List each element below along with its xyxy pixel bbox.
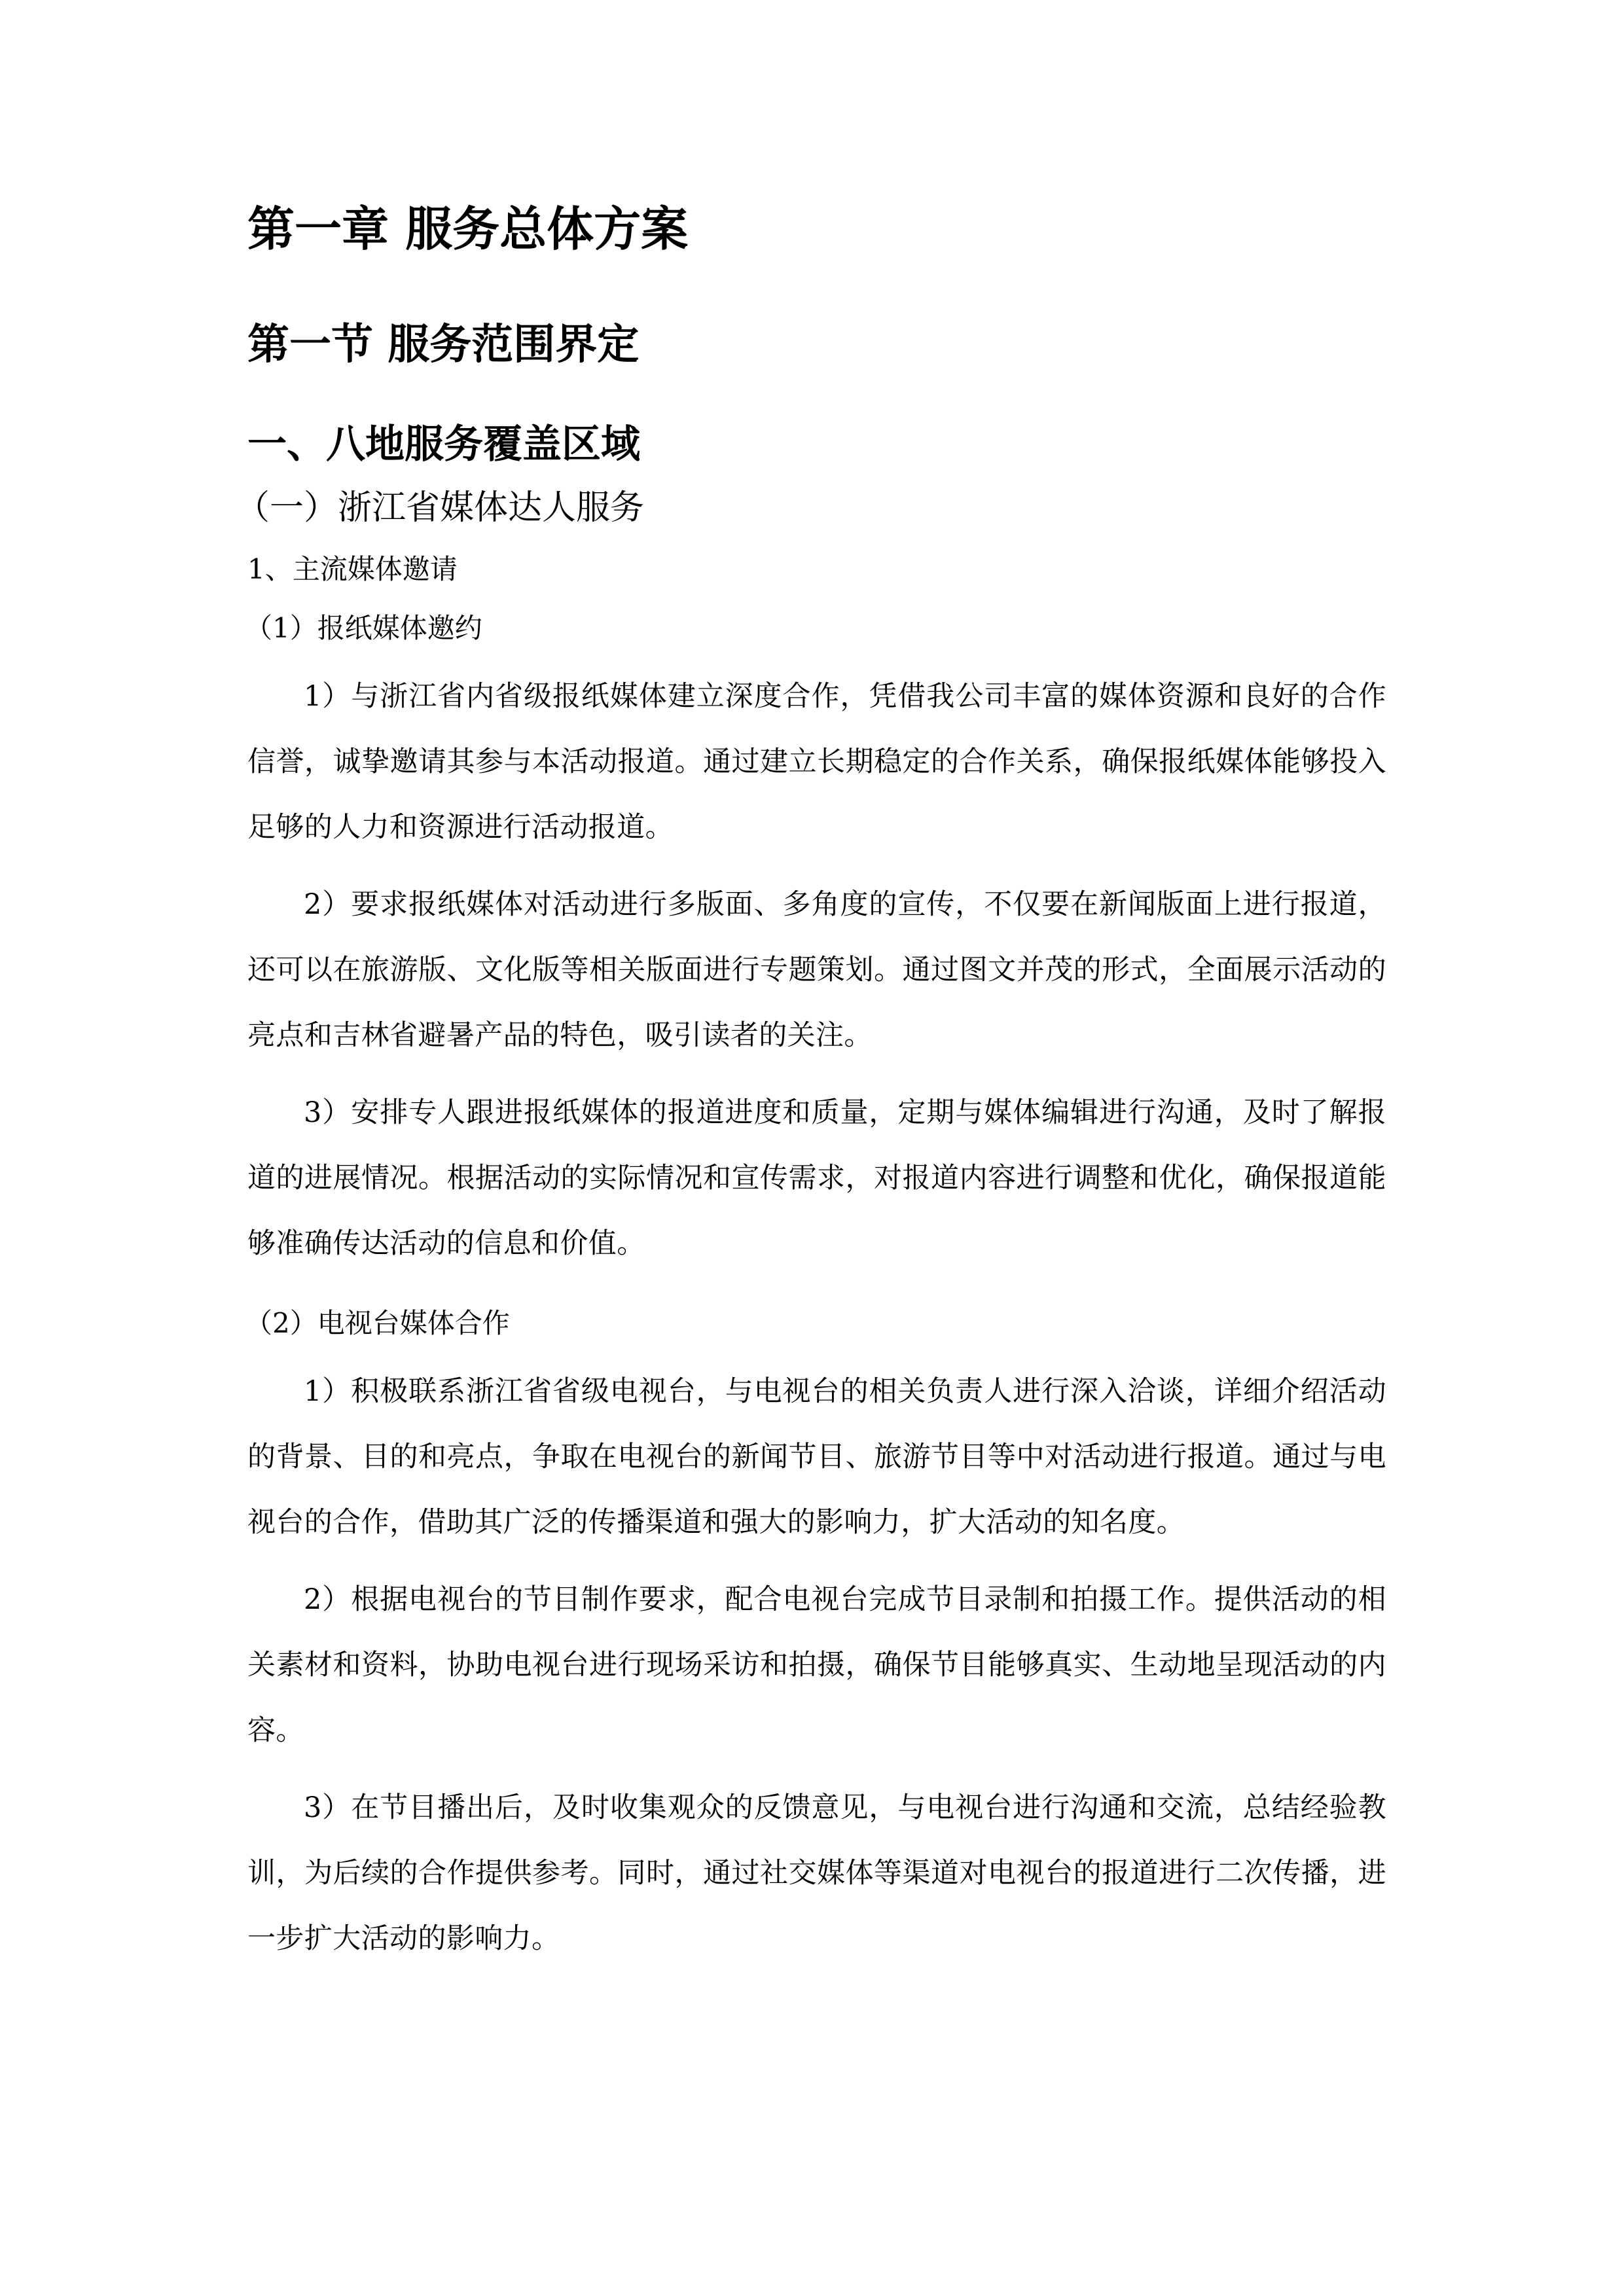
newspaper-paragraph-1: 1）与浙江省内省级报纸媒体建立深度合作，凭借我公司丰富的媒体资源和良好的合作信誉，诚挚邀请其参与本活动报道。通过建立长期稳定的合作关系，确保报纸媒体能够投入足够的人力和资源进行活动报道。 bbox=[247, 680, 1386, 844]
section-title: 第一节 服务范围界定 bbox=[247, 321, 640, 369]
newspaper-paragraph-2: 2）要求报纸媒体对活动进行多版面、多角度的宣传，不仅要在新闻版面上进行报道，还可以在旅游版、文化版等相关版面进行专题策划。通过图文并茂的形式，全面展示活动的亮点和吉林省避暑产品的特色，吸引读者的关注。 bbox=[247, 888, 1386, 1052]
newspaper-heading: （1）报纸媒体邀约 bbox=[245, 612, 482, 644]
tv-paragraph-1: 1）积极联系浙江省省级电视台，与电视台的相关负责人进行深入洽谈，详细介绍活动的背景、目的和亮点，争取在电视台的新闻节目、旅游节目等中对活动进行报道。通过与电视台的合作，借助其广泛的传播渠道和强大的影响力，扩大活动的知名度。 bbox=[247, 1375, 1386, 1539]
chapter-title: 第一章 服务总体方案 bbox=[247, 202, 689, 257]
item-title: 1、主流媒体邀请 bbox=[247, 553, 458, 585]
tv-paragraph-2: 2）根据电视台的节目制作要求，配合电视台完成节目录制和拍摄工作。提供活动的相关素材和资料，协助电视台进行现场采访和拍摄，确保节目能够真实、生动地呈现活动的内容。 bbox=[247, 1583, 1386, 1747]
tv-paragraph-3: 3）在节目播出后，及时收集观众的反馈意见，与电视台进行沟通和交流，总结经验教训，为后续的合作提供参考。同时，通过社交媒体等渠道对电视台的报道进行二次传播，进一步扩大活动的影响力。 bbox=[247, 1791, 1386, 1955]
sub-subsection-title: （一）浙江省媒体达人服务 bbox=[236, 488, 645, 528]
tv-heading: （2）电视台媒体合作 bbox=[245, 1307, 510, 1339]
document-page bbox=[236, 196, 1386, 1983]
subsection-title: 一、八地服务覆盖区域 bbox=[247, 422, 640, 467]
newspaper-paragraph-3: 3）安排专人跟进报纸媒体的报道进度和质量，定期与媒体编辑进行沟通，及时了解报道的进展情况。根据活动的实际情况和宣传需求，对报道内容进行调整和优化，确保报道能够准确传达活动的信息和价值。 bbox=[247, 1096, 1386, 1260]
